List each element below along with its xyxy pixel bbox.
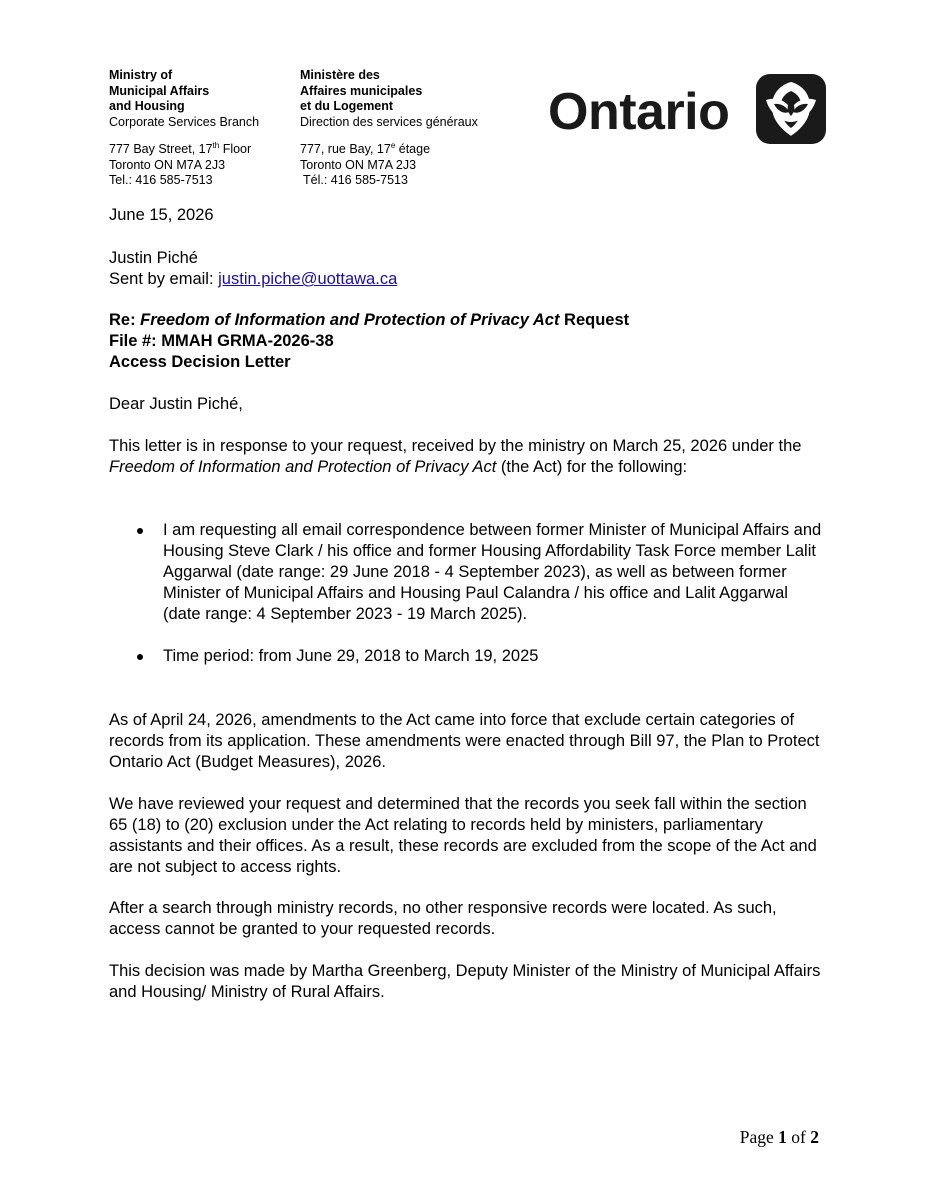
amendments-paragraph: As of April 24, 2026, amendments to the Act came into force that exclude certain categories of records from its application. These amendments were enacted through Bill 97, the Plan to Protect Ontario Act (Budget Measures), 2026. [109, 711, 820, 771]
recipient-email-link[interactable]: justin.piche@uottawa.ca [218, 270, 398, 288]
street-address: 777, rue Bay, 17e étage [300, 140, 431, 156]
letterhead-french [300, 68, 478, 130]
page-number: Page 1 of 2 [739, 1127, 819, 1147]
street-address: 777 Bay Street, 17th Floor [109, 140, 252, 156]
list-item: I am requesting all email correspondence between former Minister of Municipal Affairs and Housing Steve Clark / his office and former Housing Affordability Task Force member Lalit Aggarwal (date range: 29 June 2018 - 4 September 2023), as well as between former Minister of Municipal Affairs and Housing Paul Calandra / his office and Lalit Aggarwal (date range: 4 September 2023 - 19 March 2025). [109, 520, 829, 625]
sent-by-line [109, 269, 829, 290]
ontario-logo [548, 74, 828, 144]
telephone: Tel.: 416 585-7513 [109, 173, 213, 188]
recipient-block [109, 248, 829, 290]
city-postal: Toronto ON M7A 2J3 [109, 157, 226, 172]
ministry-name-line: et du Logement [300, 99, 394, 114]
branch-name: Direction des services généraux [300, 114, 478, 129]
ministry-name-line: Ministry of [109, 68, 173, 82]
address-english [109, 142, 251, 189]
trillium-icon [756, 74, 826, 144]
decision-paragraph: This decision was made by Martha Greenberg, Deputy Minister of the Ministry of Municipal Affairs and Housing/ Ministry of Rural Affairs. [109, 962, 821, 1001]
ministry-name-line: Affaires municipales [300, 83, 423, 98]
review-paragraph: We have reviewed your request and determined that the records you seek fall within the section 65 (18) to (20) exclusion under the Act relating to records held by ministers, parliamentary assistants and their offices. As a result, these records are excluded from the scope of the Act and are not subject to access rights. [109, 795, 817, 876]
recipient-name: Justin Piché [109, 249, 198, 267]
letterhead-english [109, 68, 259, 130]
request-list [109, 520, 829, 667]
address-french [300, 142, 430, 189]
intro-paragraph: This letter is in response to your request, received by the ministry on March 25, 2026 under the Freedom of Information and Protection of Privacy Act (the Act) for the following: [109, 437, 802, 476]
ontario-wordmark: Ontario [548, 83, 730, 141]
list-item: Time period: from June 29, 2018 to March 19, 2025 [109, 646, 829, 667]
ministry-name-line: and Housing [109, 99, 185, 114]
salutation: Dear Justin Piché, [109, 395, 243, 413]
subject-block [109, 310, 829, 373]
ministry-name-line: Municipal Affairs [109, 83, 210, 98]
letter-subject: Access Decision Letter [109, 353, 291, 371]
file-number: File #: MMAH GRMA-2026-38 [109, 332, 334, 350]
re-line: Re: Freedom of Information and Protection of Privacy Act Request [109, 311, 630, 329]
search-paragraph: After a search through ministry records, no other responsive records were located. As such, access cannot be granted to your requested records. [109, 899, 777, 938]
branch-name: Corporate Services Branch [109, 114, 260, 129]
telephone: Tél.: 416 585-7513 [303, 173, 408, 188]
bullet-icon [137, 654, 143, 660]
ministry-name-line: Ministère des [300, 68, 380, 82]
sent-by-label: Sent by email: [109, 270, 219, 288]
letter-date: June 15, 2026 [109, 206, 214, 224]
city-postal: Toronto ON M7A 2J3 [300, 157, 417, 172]
bullet-icon [137, 528, 143, 534]
